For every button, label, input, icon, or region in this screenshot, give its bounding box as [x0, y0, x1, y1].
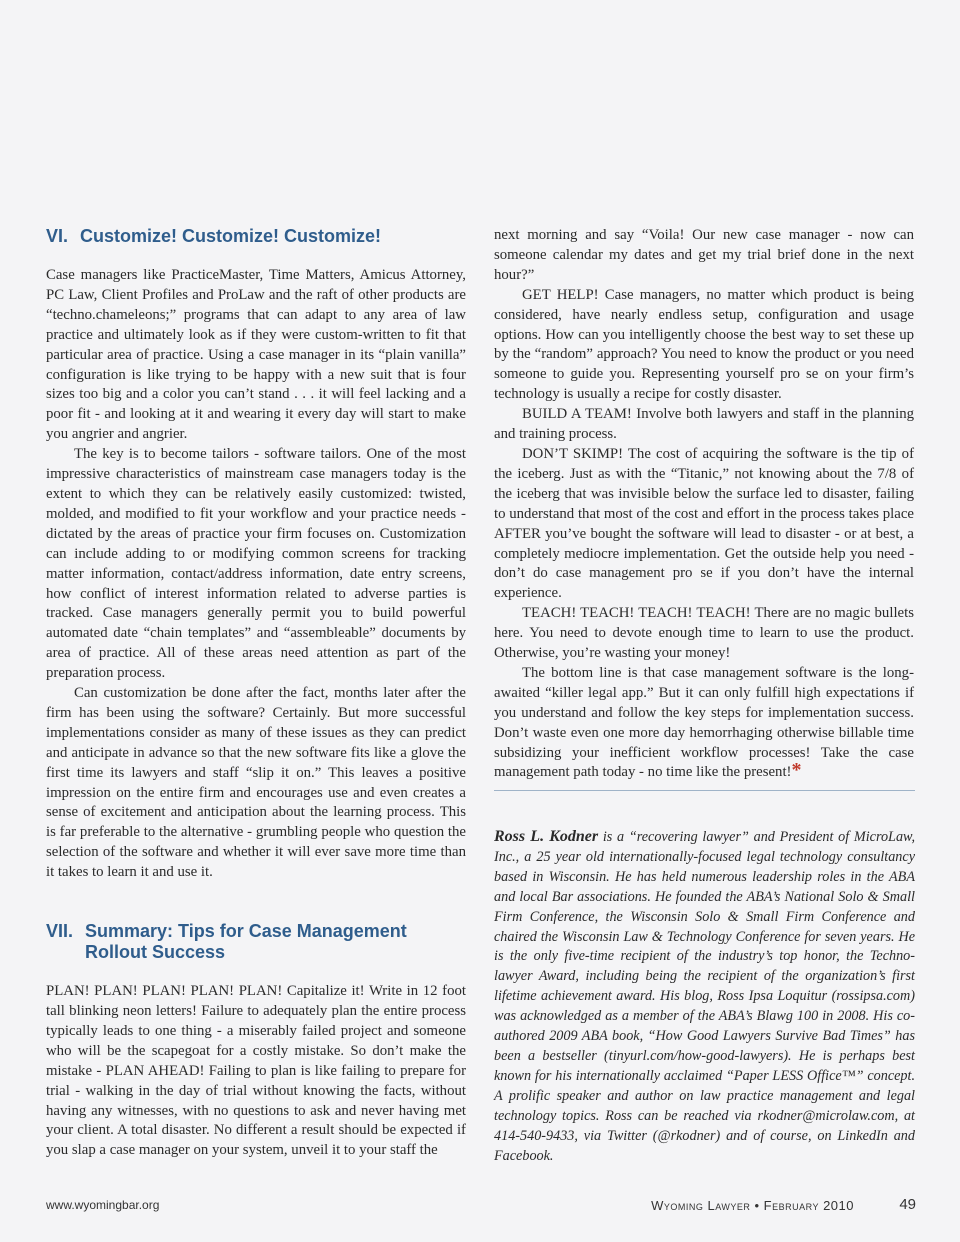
section-number: VI.: [46, 226, 69, 246]
section-title: Summary: Tips for Case Management Rollout Success: [85, 921, 407, 963]
end-mark-icon: *: [791, 759, 802, 782]
author-bio: [494, 827, 915, 1166]
paragraph: The key is to become tailors - software tailors. One of the most impressive characteristics of mainstream case managers today is the extent to which they can be relatively easily customized: twisted, molded, and modified to fit your workflow and your practice needs - dictated by the areas of practice your firm focuses on. Customization can include adding to or modifying common screens for tracking matter information, contact/address information, date entry screens, how conflict of interest information related to adverse parties is tracked. Case managers generally permit you to build powerful automated date “chain templates” and “assembleable” documents by area of practice. All of these areas need attention as part of the preparation process.: [46, 446, 466, 682]
page-footer: [46, 1196, 916, 1216]
section-number: VII.: [46, 921, 74, 942]
page-number: 49: [899, 1196, 916, 1213]
paragraph: PLAN! PLAN! PLAN! PLAN! PLAN! Capitalize it! Write in 12 foot tall blinking neon letters! Failure to adequately plan the entire process typically leads to one thing - a miserably failed project and someone who will be the scapegoat for a costly mistake. So don’t make the mistake - PLAN AHEAD! Failing to plan is like failing to prepare for trial - walking in the day of trial without knowing the facts, without having any witnesses, with no questions to ask and never having met your client. A total disaster. No different a result should be expected if you slap a case manager on your system, unveil it to your staff the: [46, 983, 466, 1159]
section-title: Customize! Customize! Customize!: [80, 226, 382, 246]
section-heading-vii: [46, 921, 466, 963]
paragraph: Can customization be done after the fact, months later after the firm has been using the software? Certainly. But more successful implementations consider as many of these issues as they can predict and anticipate in advance so that the new software fits like a glove the first time its lawyers and staff “slip it on.” This leaves a positive impression on the entire firm and encourages use and even creates a sense of excitement and anticipation about the learning process. This is far preferable to the alternative - grumbling people who question the selection of the software and whether it will ever save more time than it takes to learn it and use it.: [46, 685, 466, 881]
paragraph: Case managers like PracticeMaster, Time Matters, Amicus Attorney, PC Law, Client Profiles and ProLaw and the raft of other products are “techno.chameleons;” programs that can adapt to any area of law practice and ultimately look as if they were custom-written to fit that particular area of practice. Using a case manager in its “plain vanilla” configuration is like trying to be happy with a new suit that is four sizes too big and a color you can’t stand . . . it will feel lacking and a poor fit - and looking at it and wearing it every day will start to make you angrier and angrier.: [46, 267, 466, 443]
bio-text: is a “recovering lawyer” and President of MicroLaw, Inc., a 25 year old internationally-focused legal technology consultancy based in Wisconsin. He has held numerous leadership roles in the ABA and local Bar associations. He founded the ABA’s National Solo & Small Firm Conference, the Wisconsin Solo & Small Firm Conference and chaired the Wisconsin Law & Technology Conference for seven years. He is the only five-time recipient of the industry’s top honor, the Techno-lawyer Award, including being the recipient of the organization’s first lifetime achievement award. His blog, Ross Ipsa Loquitur (rossipsa.com) was acknowledged as a member of the ABA’s Blawg 100 in 2008. His co-authored 2009 ABA book, “How Good Lawyers Survive Bad Times” has been a bestseller (tinyurl.com/how-good-lawyers). He is perhaps best known for his internationally acclaimed “Paper LESS Office™” concept. A prolific speaker and author on law practice management and legal technology topics. Ross can be reached via rkodner@microlaw.com, at 414-540-9433, via Twitter (@rkodner) and of course, on LinkedIn and Facebook.: [494, 829, 915, 1164]
left-column: [46, 226, 466, 1161]
divider: [494, 790, 915, 791]
paragraph: GET HELP! Case managers, no matter which product is being considered, have nearly endless setup, configuration and usage options. How can you intelligently choose the best way to set these up by the “random” approach? You need to know the product or you need someone to guide you. Representing yourself pro se on your firm’s technology is usually a recipe for costly disaster.: [494, 286, 914, 403]
paragraph: next morning and say “Voila! Our new case manager - now can someone calendar my dates and get my trial brief done in the next hour?”: [494, 227, 914, 283]
paragraph-text: The bottom line is that case management software is the long-awaited “killer legal app.” But it can only fulfill high expectations if you understand and follow the key steps for implementation success. Don’t waste even one more day hemorrhaging otherwise billable time subsidizing your inefficient workflow processes! Take the case management path today - no time like the present!: [494, 664, 914, 781]
right-column: [494, 226, 914, 783]
paragraph: DON’T SKIMP! The cost of acquiring the software is the tip of the iceberg. Just as with the “Titanic,” not knowing about the 7/8 of the iceberg that was invisible below the surface led to disaster, failing to understand that most of the cost and effort in the process takes place AFTER you’ve bought the software will lead to disaster - or at best, a completely mediocre implementation. Get the outside help you need - don’t do case management pro se if you don’t have the internal experience.: [494, 445, 914, 602]
section-heading-vi: [46, 226, 466, 247]
footer-publication: Wyoming Lawyer • February 2010: [651, 1198, 854, 1213]
paragraph: BUILD A TEAM! Involve both lawyers and staff in the planning and training process.: [494, 406, 914, 443]
author-name: Ross L. Kodner: [494, 828, 599, 845]
paragraph: TEACH! TEACH! TEACH! TEACH! There are no magic bullets here. You need to devote enough time to learn to use the product. Otherwise, you’re wasting your money!: [494, 605, 914, 662]
paragraph: [494, 664, 914, 783]
footer-url: www.wyomingbar.org: [46, 1198, 160, 1212]
